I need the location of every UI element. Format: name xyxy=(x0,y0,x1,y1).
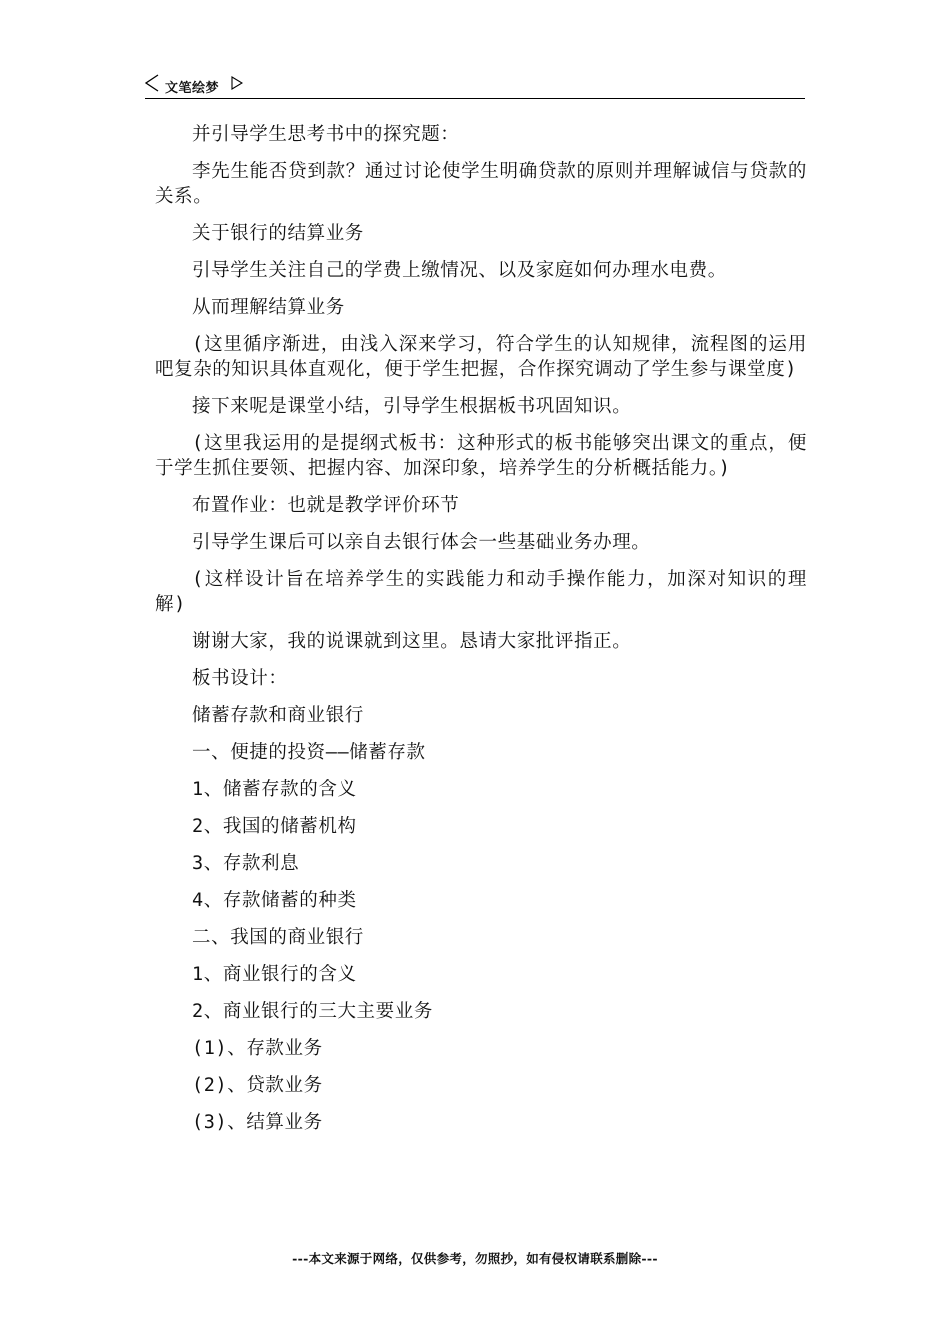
paragraph: (这样设计旨在培养学生的实践能力和动手操作能力，加深对知识的理解) xyxy=(155,569,807,615)
left-triangle-icon xyxy=(145,74,159,92)
paragraph: 谢谢大家，我的说课就到这里。恳请大家批评指正。 xyxy=(192,631,632,652)
board-item: (2)、贷款业务 xyxy=(192,1075,323,1096)
right-triangle-icon xyxy=(231,76,243,90)
board-item: 1、储蓄存款的含义 xyxy=(192,779,357,800)
page-header xyxy=(145,72,805,99)
paragraph: 关于银行的结算业务 xyxy=(192,223,364,244)
paragraph: 引导学生关注自己的学费上缴情况、以及家庭如何办理水电费。 xyxy=(192,260,727,281)
document-body xyxy=(155,122,807,1147)
board-item: 1、商业银行的含义 xyxy=(192,964,357,985)
paragraph: 李先生能否贷到款？通过讨论使学生明确贷款的原则并理解诚信与贷款的关系。 xyxy=(155,161,807,207)
header-brand: 文笔绘梦 xyxy=(165,81,220,96)
paragraph: 并引导学生思考书中的探究题： xyxy=(192,124,460,145)
paragraph: (这里循序渐进，由浅入深来学习，符合学生的认知规律，流程图的运用吧复杂的知识具体直观化，便于学生把握，合作探究调动了学生参与课堂度) xyxy=(155,334,807,380)
board-item: (3)、结算业务 xyxy=(192,1112,323,1133)
paragraph: (这里我运用的是提纲式板书：这种形式的板书能够突出课文的重点，便于学生抓住要领、把握内容、加深印象，培养学生的分析概括能力。) xyxy=(155,433,807,479)
board-title: 储蓄存款和商业银行 xyxy=(192,705,364,726)
paragraph: 布置作业：也就是教学评价环节 xyxy=(192,495,460,516)
footer-disclaimer: ---本文来源于网络，仅供参考，勿照抄，如有侵权请联系删除--- xyxy=(292,1251,658,1266)
board-item: 3、存款利息 xyxy=(192,853,300,874)
board-item: 2、我国的储蓄机构 xyxy=(192,816,357,837)
board-item: (1)、存款业务 xyxy=(192,1038,323,1059)
paragraph: 接下来呢是课堂小结，引导学生根据板书巩固知识。 xyxy=(192,396,632,417)
paragraph: 引导学生课后可以亲自去银行体会一些基础业务办理。 xyxy=(192,532,651,553)
board-item: 一、便捷的投资——储蓄存款 xyxy=(192,742,426,763)
paragraph: 从而理解结算业务 xyxy=(192,297,345,318)
paragraph: 板书设计： xyxy=(192,668,288,689)
board-item: 4、存款储蓄的种类 xyxy=(192,890,357,911)
board-item: 二、我国的商业银行 xyxy=(192,927,364,948)
board-item: 2、商业银行的三大主要业务 xyxy=(192,1001,433,1022)
